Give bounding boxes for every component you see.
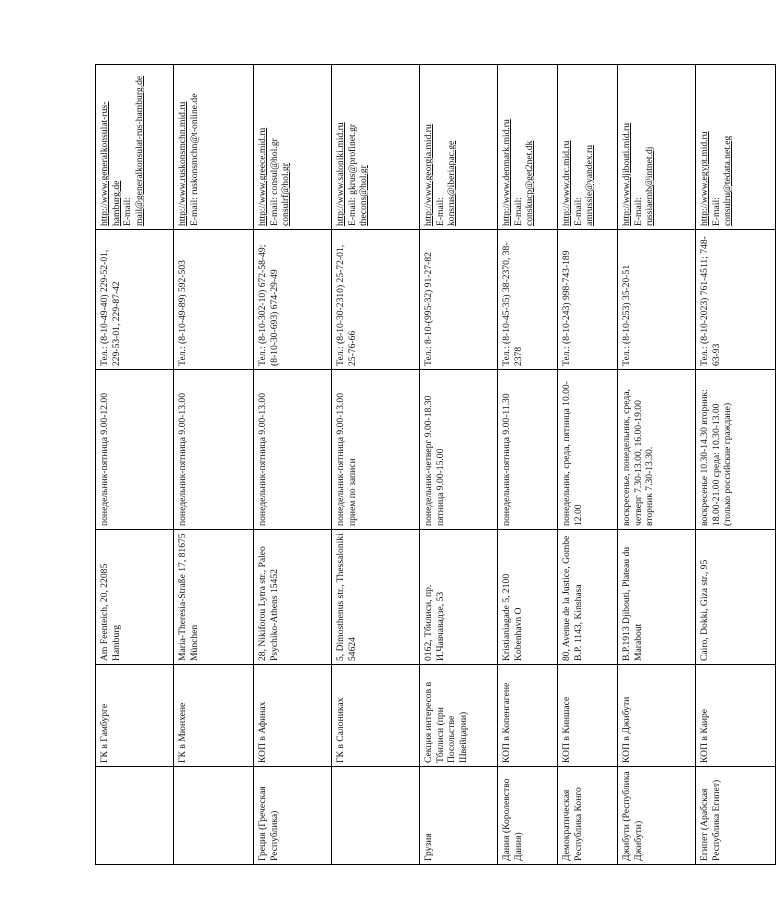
table-row (254, 65, 332, 865)
address-cell: 0162, Тбилиси, пр. И.Чавчавадзе, 53 (420, 530, 498, 665)
hours-cell: понедельник-пятница 9.00-13.00 (254, 370, 332, 530)
country-cell (332, 767, 420, 865)
office-cell: ГК в Гамбурге (96, 665, 174, 767)
country-cell: Грузия (420, 767, 498, 865)
website-link[interactable]: http://www.georgia.mid.ru (423, 124, 434, 226)
phone-cell: Тел.: (8-10-243) 998-743-189 (558, 230, 618, 370)
country-cell: Демократическая Республика Конго (558, 767, 618, 865)
website-link[interactable]: http://www.generalkonsulat-rus-hamburg.de (99, 101, 122, 226)
address-cell: Kristianiagade 5, 2100 Kobenhavn O (498, 530, 558, 665)
email-label: E-mail: (512, 197, 524, 226)
hours-cell: понедельник-четверг 9.00-18.30 пятница 9.00-15.00 (420, 370, 498, 530)
table-row (174, 65, 254, 865)
email-label: E-mail: (122, 197, 133, 226)
contacts-cell (618, 65, 696, 230)
contacts-cell (558, 65, 618, 230)
website-link[interactable]: http://www.djibouti.mid.ru (621, 122, 632, 226)
phone-cell: Тел.: 8-10-(995-32) 91-27-82 (420, 230, 498, 370)
email-link[interactable]: russiaemb@intnet.dj (644, 146, 655, 226)
contacts-cell (696, 65, 776, 230)
address-cell: B.P.1913 Djibouti, Plateau du Marabout (618, 530, 696, 665)
website-link[interactable]: http://www.saloniki.mid.ru (335, 122, 346, 226)
hours-cell: понедельник, среда, пятница 10.00-12.00 (558, 370, 618, 530)
table-row (618, 65, 696, 865)
email-link[interactable]: thecons@hol.gr (358, 165, 369, 226)
website-link[interactable]: http://www.ruskonsmchn.mid.ru (177, 101, 188, 226)
email-link[interactable]: konsrus@iberiapac.ge (446, 140, 457, 226)
contacts-cell (174, 65, 254, 230)
address-cell: 80, Avenue de la Justice, Gombe B.P. 1143, Kinshasa (558, 530, 618, 665)
consulate-table (95, 64, 776, 865)
address-cell: 28, Nikiforou Lytra str., Paleo Psychiko-Athens 15452 (254, 530, 332, 665)
office-cell: КОП в Афинах (254, 665, 332, 767)
email-link[interactable]: E-mail: gkrus@profinet.gr (346, 123, 358, 226)
hours-cell: понедельник-пятница 9.00-13.00 (174, 370, 254, 530)
email-label: E-mail: (572, 197, 584, 226)
website-link[interactable]: http://www.egypt.mid.ru (699, 131, 710, 226)
contacts-cell (254, 65, 332, 230)
contacts-cell (332, 65, 420, 230)
rotated-table-container (95, 65, 733, 865)
office-cell: КОП в Копенгагене (498, 665, 558, 767)
contacts-cell (96, 65, 174, 230)
email-link[interactable]: consulru@tedata.net.eg (722, 135, 733, 226)
phone-cell: Тел.: (8-10-2023) 761-4511; 748-63-93 (696, 230, 776, 370)
country-cell: Джибути (Республика Джибути) (618, 767, 696, 865)
hours-cell: воскресенье, понедельник, среда, четверг 7.30-13.00, 16.00-19.00 вторник 7.30-13.30. (618, 370, 696, 530)
office-cell: КОП в Киншасе (558, 665, 618, 767)
address-cell: Am Feenteich, 20, 22085 Hamburg (96, 530, 174, 665)
phone-cell: Тел.: (8-10-253) 35-20-51 (618, 230, 696, 370)
office-cell: ГК в Мюнхене (174, 665, 254, 767)
office-cell: ГК в Салониках (332, 665, 420, 767)
email-link[interactable]: E-mail: consul@hol.gr (268, 138, 280, 226)
office-cell: Секция интересов в Тбилиси (при Посольстве Швейцарии) (420, 665, 498, 767)
table-row (498, 65, 558, 865)
table-row (96, 65, 174, 865)
office-cell: КОП в Каире (696, 665, 776, 767)
country-cell: Греция (Греческая Республика) (254, 767, 332, 865)
phone-cell: Тел.: (8-10-30-2310) 25-72-01, 25-76-66 (332, 230, 420, 370)
email-link[interactable]: mail@generalkonsulat-rus-hamburg.de (133, 75, 145, 226)
hours-cell: понедельник-пятница 9.00-12.00 (96, 370, 174, 530)
hours-cell: воскресенье 10.30-14.30 вторник: 18.00-21.00 среда: 10.30-13.00 (только российские граждане) (696, 370, 776, 530)
table-row (696, 65, 776, 865)
hours-cell: понедельник-пятница 9.00-11.30 (498, 370, 558, 530)
email-link[interactable]: amrussie@yandex.ru (584, 144, 595, 226)
phone-cell: Тел.: (8-10-49-89) 592-503 (174, 230, 254, 370)
email-label: E-mail: (632, 197, 644, 226)
website-link[interactable]: http://www.drc.mid.ru (561, 140, 572, 226)
email-label: E-mail: (710, 197, 722, 226)
contacts-cell (420, 65, 498, 230)
table-row (332, 65, 420, 865)
table-row (558, 65, 618, 865)
phone-cell: Тел.: (8-10-49-40) 229-52-01, 229-53-01, 229-87-42 (96, 230, 174, 370)
country-cell (174, 767, 254, 865)
website-link[interactable]: http://www.greece.mid.ru (257, 127, 268, 226)
country-cell: Дания (Королевство Дания) (498, 767, 558, 865)
table-body (96, 65, 776, 865)
hours-cell: понедельник-пятница 9.00-13.00 прием по записи (332, 370, 420, 530)
address-cell: Maria-Theresia-Straße 17, 81675 München (174, 530, 254, 665)
address-cell: 5, Dimosthenus str., Thessaloniki 54624 (332, 530, 420, 665)
office-cell: КОП в Джибути (618, 665, 696, 767)
phone-cell: Тел.: (8-10-45-35) 38-2370, 38-2378 (498, 230, 558, 370)
phone-cell: Тел.: (8-10-302-10) 672-58-49; (8-10-30-693) 674-29-49 (254, 230, 332, 370)
country-cell (96, 767, 174, 865)
email-link[interactable]: E-mail: ruskonsmchn@t-online.de (188, 93, 200, 226)
email-link[interactable]: conskucp@get2net.dk (524, 140, 535, 226)
email-label: E-mail: (434, 197, 446, 226)
table-row (420, 65, 498, 865)
address-cell: Cairo, Dokki, Giza str., 95 (696, 530, 776, 665)
country-cell: Египет (Арабская Республика Египет) (696, 767, 776, 865)
email-link[interactable]: consulrf@hol.gr (280, 163, 291, 226)
website-link[interactable]: http://www.denmark.mid.ru (501, 119, 512, 226)
contacts-cell (498, 65, 558, 230)
